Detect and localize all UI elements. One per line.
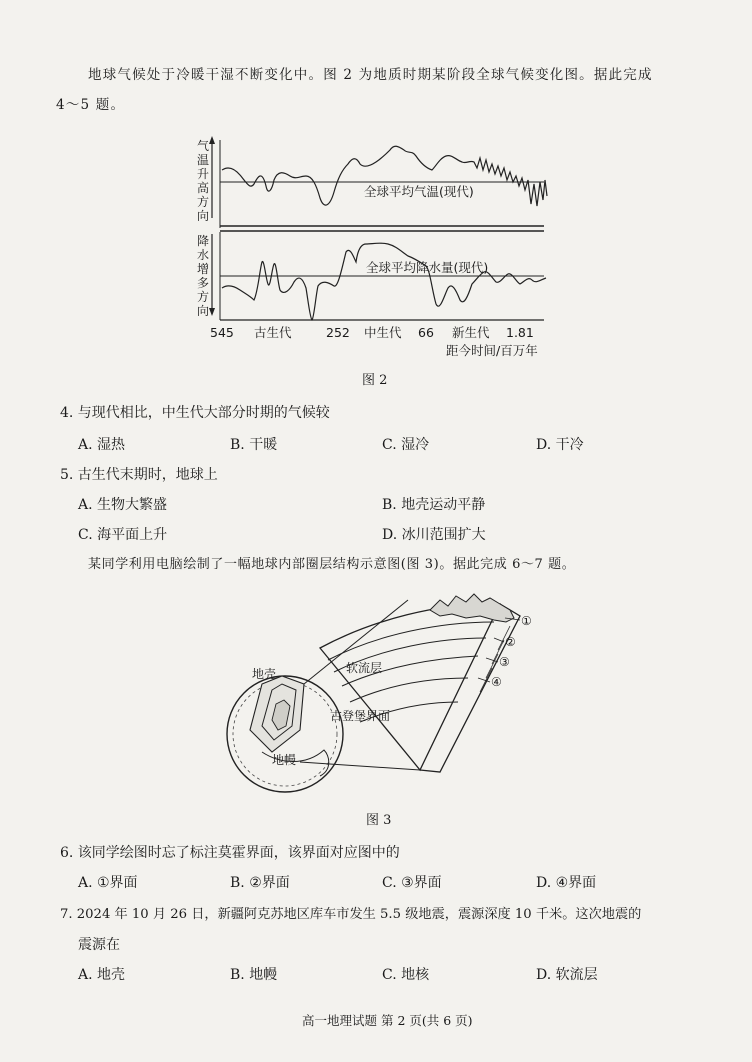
q6-option-b[interactable]: B. ②界面 — [230, 875, 290, 891]
svg-text:方: 方 — [197, 290, 210, 304]
question-6-stem: 6. 该同学绘图时忘了标注莫霍界面，该界面对应图中的 — [60, 845, 400, 861]
q7-option-a[interactable]: A. 地壳 — [78, 967, 126, 983]
q6-option-a[interactable]: A. ①界面 — [78, 875, 138, 891]
layer-arc-4 — [350, 678, 468, 702]
marker-2: ② — [505, 635, 516, 649]
q5-option-b[interactable]: B. 地壳运动平静 — [382, 497, 486, 513]
svg-text:方: 方 — [197, 195, 210, 209]
layer-arc-1 — [328, 622, 494, 660]
svg-text:向: 向 — [197, 304, 210, 318]
marker-3: ③ — [499, 655, 510, 669]
x-axis-label: 距今时间/百万年 — [446, 343, 538, 358]
svg-text:高: 高 — [197, 181, 210, 195]
q5-option-a[interactable]: A. 生物大繁盛 — [78, 497, 168, 513]
temp-reference-label: 全球平均气温(现代) — [364, 184, 474, 199]
x-tick-1-81: 1.81 — [506, 325, 534, 340]
svg-text:温: 温 — [197, 153, 210, 167]
q4-option-d[interactable]: D. 干冷 — [536, 437, 584, 453]
q6-option-c[interactable]: C. ③界面 — [382, 875, 442, 891]
marker-1: ① — [521, 614, 532, 628]
top-y-arrow — [209, 136, 215, 144]
cross-section-right-face — [420, 604, 520, 772]
q6-option-d[interactable]: D. ④界面 — [536, 875, 597, 891]
q4-option-a[interactable]: A. 湿热 — [78, 437, 126, 453]
svg-text:升: 升 — [197, 167, 210, 181]
q7-option-c[interactable]: C. 地核 — [382, 967, 430, 983]
svg-text:向: 向 — [197, 209, 210, 223]
era-label-mesozoic: 中生代 — [364, 325, 402, 340]
q7-option-d[interactable]: D. 软流层 — [536, 967, 598, 983]
q7-option-b[interactable]: B. 地幔 — [230, 967, 278, 983]
svg-text:水: 水 — [197, 248, 210, 262]
label-crust: 地壳 — [252, 667, 277, 681]
q5-option-c[interactable]: C. 海平面上升 — [78, 527, 168, 543]
label-gutenberg: 古登堡界面 — [330, 709, 391, 723]
projection-line-bottom — [300, 762, 420, 770]
label-mantle: 地幔 — [272, 753, 297, 767]
era-label-cenozoic: 新生代 — [452, 325, 490, 340]
x-tick-252: 252 — [326, 325, 350, 340]
intro-paragraph-2: 某同学利用电脑绘制了一幅地球内部圈层结构示意图(图 3)。据此完成 6～7 题。 — [88, 557, 576, 572]
q4-option-b[interactable]: B. 干暖 — [230, 437, 278, 453]
q4-option-c[interactable]: C. 湿冷 — [382, 437, 430, 453]
question-7-stem: 7. 2024 年 10 月 26 日，新疆阿克苏地区库车市发生 5.5 级地震，震源深度 10 千米。这次地震的 — [60, 907, 642, 922]
precip-curve — [222, 243, 546, 320]
surface-relief — [430, 594, 514, 622]
bottom-y-arrow — [209, 308, 215, 316]
svg-text:降: 降 — [197, 234, 210, 248]
x-tick-545: 545 — [210, 325, 234, 340]
marker-3-leader — [486, 658, 498, 662]
figure-3-earth-interior — [0, 580, 752, 820]
precip-reference-label: 全球平均降水量(现代) — [366, 260, 489, 275]
question-4-stem: 4. 与现代相比，中生代大部分时期的气候较 — [60, 405, 330, 421]
svg-text:多: 多 — [197, 276, 210, 290]
intro-paragraph-1-cont: 4～5 题。 — [56, 97, 126, 113]
figure-3-caption: 图 3 — [366, 813, 392, 828]
bottom-y-label — [197, 234, 209, 318]
q5-option-d[interactable]: D. 冰川范围扩大 — [382, 527, 486, 543]
label-asthenosphere: 软流层 — [346, 661, 383, 675]
question-7-stem-cont: 震源在 — [78, 937, 120, 953]
svg-text:气: 气 — [197, 139, 210, 153]
era-label-paleozoic: 古生代 — [254, 325, 292, 340]
question-5-stem: 5. 古生代末期时，地球上 — [60, 467, 218, 483]
figure-2-climate-chart — [0, 0, 752, 370]
svg-text:增: 增 — [197, 262, 210, 276]
page-footer: 高一地理试题 第 2 页(共 6 页) — [302, 1013, 473, 1028]
cross-section-outline — [320, 604, 500, 770]
marker-2-leader — [494, 638, 504, 642]
marker-4: ④ — [491, 675, 502, 689]
figure-2-caption: 图 2 — [362, 373, 388, 388]
x-tick-66: 66 — [418, 325, 434, 340]
intro-paragraph-1: 地球气候处于冷暖干湿不断变化中。图 2 为地质时期某阶段全球气候变化图。据此完成 — [88, 67, 653, 83]
top-y-label — [197, 138, 209, 223]
